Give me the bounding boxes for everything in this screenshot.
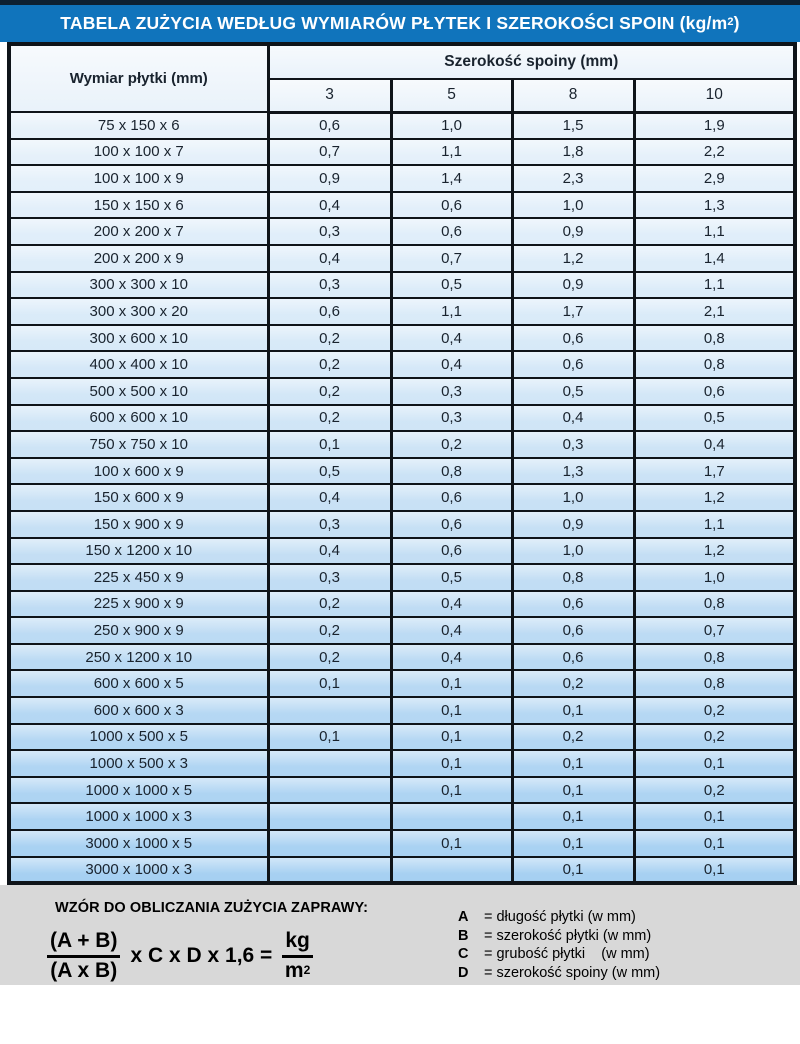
tile-dimension-cell: 300 x 300 x 10	[9, 272, 268, 299]
consumption-value-cell: 0,8	[634, 670, 795, 697]
consumption-value-cell: 0,8	[634, 591, 795, 618]
consumption-value-cell: 0,7	[391, 245, 512, 272]
consumption-value-cell: 1,0	[512, 192, 634, 219]
legend-block	[420, 885, 660, 985]
consumption-value-cell: 0,1	[268, 724, 391, 751]
table-row	[9, 697, 795, 724]
consumption-value-cell: 0,1	[391, 777, 512, 804]
table-header	[9, 44, 795, 112]
table-row	[9, 192, 795, 219]
consumption-value-cell: 1,0	[391, 112, 512, 139]
legend-row	[458, 964, 660, 983]
consumption-value-cell: 0,8	[634, 351, 795, 378]
consumption-value-cell: 0,2	[268, 378, 391, 405]
mortar-consumption-formula	[47, 929, 420, 983]
table-row	[9, 724, 795, 751]
consumption-value-cell: 0,1	[512, 750, 634, 777]
consumption-value-cell: 0,2	[268, 617, 391, 644]
consumption-value-cell: 0,2	[634, 724, 795, 751]
tile-dimension-cell: 600 x 600 x 10	[9, 405, 268, 432]
table-row	[9, 511, 795, 538]
consumption-value-cell: 2,9	[634, 165, 795, 192]
consumption-value-cell: 0,1	[512, 830, 634, 857]
consumption-value-cell: 0,1	[268, 670, 391, 697]
consumption-value-cell: 0,2	[268, 644, 391, 671]
consumption-value-cell: 0,4	[391, 351, 512, 378]
table-row	[9, 298, 795, 325]
footer-section	[0, 885, 800, 985]
tile-dimension-cell: 225 x 450 x 9	[9, 564, 268, 591]
consumption-table-wrap	[0, 42, 800, 885]
consumption-value-cell: 0,1	[634, 830, 795, 857]
tile-dimension-cell: 100 x 600 x 9	[9, 458, 268, 485]
tile-dimension-cell: 1000 x 500 x 3	[9, 750, 268, 777]
column-header-joint-10: 10	[634, 79, 795, 112]
consumption-value-cell: 0,1	[634, 857, 795, 884]
consumption-value-cell: 0,4	[268, 538, 391, 565]
column-header-joint-3: 3	[268, 79, 391, 112]
consumption-value-cell: 0,1	[391, 724, 512, 751]
consumption-value-cell: 0,4	[391, 591, 512, 618]
table-row	[9, 431, 795, 458]
table-row	[9, 245, 795, 272]
formula-numerator: (A + B)	[47, 929, 120, 958]
consumption-value-cell: 0,6	[268, 298, 391, 325]
consumption-value-cell: 1,0	[634, 564, 795, 591]
consumption-value-cell: 0,1	[391, 697, 512, 724]
tile-dimension-cell: 225 x 900 x 9	[9, 591, 268, 618]
legend-row	[458, 927, 660, 946]
consumption-value-cell: 0,1	[391, 830, 512, 857]
tile-dimension-cell: 1000 x 500 x 5	[9, 724, 268, 751]
table-row	[9, 378, 795, 405]
formula-heading: WZÓR DO OBLICZANIA ZUŻYCIA ZAPRAWY:	[55, 900, 369, 917]
consumption-value-cell: 0,6	[512, 644, 634, 671]
consumption-value-cell: 0,3	[391, 405, 512, 432]
consumption-value-cell: 0,2	[512, 724, 634, 751]
consumption-value-cell: 0,5	[634, 405, 795, 432]
formula-fraction-left	[47, 929, 120, 983]
legend-text: = długość płytki (w mm)	[484, 909, 636, 926]
consumption-value-cell: 0,1	[391, 750, 512, 777]
consumption-value-cell: 1,9	[634, 112, 795, 139]
consumption-value-cell: 1,2	[634, 538, 795, 565]
legend-text: = szerokość spoiny (w mm)	[484, 964, 661, 981]
tile-dimension-cell: 600 x 600 x 5	[9, 670, 268, 697]
consumption-value-cell: 0,6	[391, 538, 512, 565]
consumption-value-cell: 0,6	[512, 351, 634, 378]
consumption-value-cell: 0,8	[391, 458, 512, 485]
consumption-value-cell: 0,2	[268, 351, 391, 378]
page-title-superscript: 2	[727, 16, 734, 28]
consumption-value-cell: 0,1	[512, 857, 634, 884]
formula-denominator: (A x B)	[50, 959, 118, 983]
legend-letter: A	[458, 909, 469, 926]
consumption-value-cell: 0,4	[512, 405, 634, 432]
formula-result-denominator: $m^2$	[284, 959, 311, 983]
consumption-value-cell	[268, 803, 391, 830]
tile-dimension-cell: 150 x 1200 x 10	[9, 538, 268, 565]
tile-dimension-cell: 300 x 300 x 20	[9, 298, 268, 325]
formula-middle: x C x D x 1,6 =	[130, 944, 273, 968]
tile-dimension-cell: 150 x 150 x 6	[9, 192, 268, 219]
consumption-value-cell: 0,8	[634, 325, 795, 352]
table-row	[9, 139, 795, 166]
consumption-value-cell: 0,5	[512, 378, 634, 405]
tile-dimension-cell: 1000 x 1000 x 5	[9, 777, 268, 804]
consumption-value-cell: 2,2	[634, 139, 795, 166]
consumption-value-cell: 0,4	[268, 245, 391, 272]
table-row	[9, 325, 795, 352]
consumption-value-cell: 0,9	[512, 511, 634, 538]
consumption-value-cell: 0,4	[391, 617, 512, 644]
consumption-value-cell: 0,6	[391, 511, 512, 538]
consumption-value-cell: 1,0	[512, 484, 634, 511]
table-row	[9, 351, 795, 378]
consumption-value-cell: 0,1	[391, 670, 512, 697]
consumption-value-cell: 0,6	[634, 378, 795, 405]
tile-dimension-cell: 3000 x 1000 x 3	[9, 857, 268, 884]
consumption-value-cell: 0,8	[512, 564, 634, 591]
consumption-value-cell: 0,1	[634, 750, 795, 777]
consumption-value-cell: 0,3	[268, 511, 391, 538]
consumption-value-cell: 0,1	[512, 777, 634, 804]
formula-result-superscript: 2	[303, 963, 311, 978]
table-row	[9, 644, 795, 671]
consumption-value-cell: 0,8	[634, 644, 795, 671]
consumption-value-cell: 1,2	[634, 484, 795, 511]
consumption-table	[7, 42, 797, 885]
page-title	[0, 5, 800, 42]
consumption-value-cell: 0,4	[634, 431, 795, 458]
consumption-value-cell: 0,6	[512, 591, 634, 618]
consumption-value-cell	[391, 857, 512, 884]
consumption-value-cell: 0,5	[268, 458, 391, 485]
consumption-value-cell: 0,4	[391, 325, 512, 352]
consumption-value-cell: 1,2	[512, 245, 634, 272]
consumption-value-cell: 0,7	[268, 139, 391, 166]
consumption-value-cell: 0,5	[391, 564, 512, 591]
consumption-value-cell: 0,4	[268, 192, 391, 219]
consumption-value-cell: 1,7	[634, 458, 795, 485]
consumption-value-cell: 0,6	[391, 484, 512, 511]
consumption-value-cell: 0,1	[512, 803, 634, 830]
table-row	[9, 484, 795, 511]
column-header-tile-dimension: Wymiar płytki (mm)	[9, 44, 268, 112]
consumption-value-cell: 0,2	[634, 777, 795, 804]
consumption-value-cell	[268, 857, 391, 884]
consumption-value-cell: 0,6	[268, 112, 391, 139]
consumption-value-cell: 0,2	[268, 325, 391, 352]
consumption-value-cell: 0,4	[391, 644, 512, 671]
column-group-header-joint-width: Szerokość spoiny (mm)	[268, 44, 795, 79]
table-row	[9, 857, 795, 884]
tile-dimension-cell: 750 x 750 x 10	[9, 431, 268, 458]
consumption-value-cell	[391, 803, 512, 830]
legend-text: = szerokość płytki (w mm)	[484, 927, 652, 944]
consumption-value-cell: 0,9	[512, 272, 634, 299]
tile-dimension-cell: 3000 x 1000 x 5	[9, 830, 268, 857]
consumption-value-cell: 1,1	[391, 139, 512, 166]
consumption-value-cell: 0,5	[391, 272, 512, 299]
tile-dimension-cell: 300 x 600 x 10	[9, 325, 268, 352]
consumption-value-cell	[268, 830, 391, 857]
consumption-value-cell: 1,1	[634, 511, 795, 538]
formula-fraction-result	[282, 929, 313, 983]
tile-dimension-cell: 1000 x 1000 x 3	[9, 803, 268, 830]
consumption-value-cell: 1,3	[634, 192, 795, 219]
consumption-value-cell: 0,3	[268, 218, 391, 245]
table-row	[9, 165, 795, 192]
table-body	[9, 112, 795, 883]
tile-dimension-cell: 400 x 400 x 10	[9, 351, 268, 378]
legend-letter: D	[458, 964, 469, 981]
column-header-joint-8: 8	[512, 79, 634, 112]
consumption-value-cell	[268, 777, 391, 804]
table-row	[9, 670, 795, 697]
tile-dimension-cell: 250 x 900 x 9	[9, 617, 268, 644]
consumption-value-cell: 1,5	[512, 112, 634, 139]
consumption-value-cell: 1,8	[512, 139, 634, 166]
consumption-value-cell: 0,2	[634, 697, 795, 724]
consumption-value-cell: 0,3	[268, 272, 391, 299]
consumption-value-cell: 0,2	[512, 670, 634, 697]
table-row	[9, 777, 795, 804]
tile-dimension-cell: 75 x 150 x 6	[9, 112, 268, 139]
consumption-value-cell	[268, 697, 391, 724]
tile-dimension-cell: 150 x 900 x 9	[9, 511, 268, 538]
tile-dimension-cell: 150 x 600 x 9	[9, 484, 268, 511]
legend-text: = grubość płytki (w mm)	[484, 946, 650, 963]
consumption-value-cell: 1,3	[512, 458, 634, 485]
formula-block	[0, 885, 420, 985]
consumption-value-cell: 0,6	[391, 218, 512, 245]
consumption-value-cell: 0,2	[268, 405, 391, 432]
legend-letter: B	[458, 927, 469, 944]
consumption-value-cell: 2,3	[512, 165, 634, 192]
consumption-value-cell: 1,1	[391, 298, 512, 325]
table-row	[9, 591, 795, 618]
consumption-value-cell: 0,9	[512, 218, 634, 245]
table-row	[9, 272, 795, 299]
table-row	[9, 617, 795, 644]
table-row	[9, 803, 795, 830]
table-row	[9, 112, 795, 139]
consumption-value-cell: 1,4	[391, 165, 512, 192]
tile-dimension-cell: 100 x 100 x 7	[9, 139, 268, 166]
consumption-value-cell: 0,3	[391, 378, 512, 405]
consumption-value-cell	[268, 750, 391, 777]
column-header-joint-5: 5	[391, 79, 512, 112]
consumption-value-cell: 1,4	[634, 245, 795, 272]
table-row	[9, 750, 795, 777]
formula-result-numerator: kg	[282, 929, 313, 958]
consumption-value-cell: 0,7	[634, 617, 795, 644]
table-row	[9, 538, 795, 565]
consumption-value-cell: 0,6	[512, 325, 634, 352]
consumption-value-cell: 0,2	[391, 431, 512, 458]
page-title-suffix: )	[733, 13, 740, 33]
consumption-value-cell: 0,6	[391, 192, 512, 219]
tile-dimension-cell: 600 x 600 x 3	[9, 697, 268, 724]
consumption-value-cell: 0,6	[512, 617, 634, 644]
consumption-value-cell: 1,7	[512, 298, 634, 325]
legend-row	[458, 945, 660, 964]
table-row	[9, 458, 795, 485]
consumption-value-cell: 0,3	[512, 431, 634, 458]
tile-dimension-cell: 500 x 500 x 10	[9, 378, 268, 405]
table-row	[9, 564, 795, 591]
table-row	[9, 830, 795, 857]
consumption-value-cell: 0,4	[268, 484, 391, 511]
consumption-value-cell: 1,0	[512, 538, 634, 565]
consumption-value-cell: 2,1	[634, 298, 795, 325]
tile-dimension-cell: 100 x 100 x 9	[9, 165, 268, 192]
consumption-value-cell: 1,1	[634, 218, 795, 245]
tile-dimension-cell: 250 x 1200 x 10	[9, 644, 268, 671]
tile-dimension-cell: 200 x 200 x 9	[9, 245, 268, 272]
table-row	[9, 405, 795, 432]
consumption-value-cell: 1,1	[634, 272, 795, 299]
consumption-value-cell: 0,3	[268, 564, 391, 591]
table-row	[9, 218, 795, 245]
tile-dimension-cell: 200 x 200 x 7	[9, 218, 268, 245]
consumption-value-cell: 0,9	[268, 165, 391, 192]
consumption-value-cell: 0,1	[634, 803, 795, 830]
legend-row	[458, 908, 660, 927]
consumption-value-cell: 0,1	[512, 697, 634, 724]
legend-letter: C	[458, 946, 469, 963]
consumption-value-cell: 0,2	[268, 591, 391, 618]
consumption-value-cell: 0,1	[268, 431, 391, 458]
page-title-text: TABELA ZUŻYCIA WEDŁUG WYMIARÓW PŁYTEK I SZEROKOŚCI SPOIN (kg/m	[60, 13, 728, 33]
